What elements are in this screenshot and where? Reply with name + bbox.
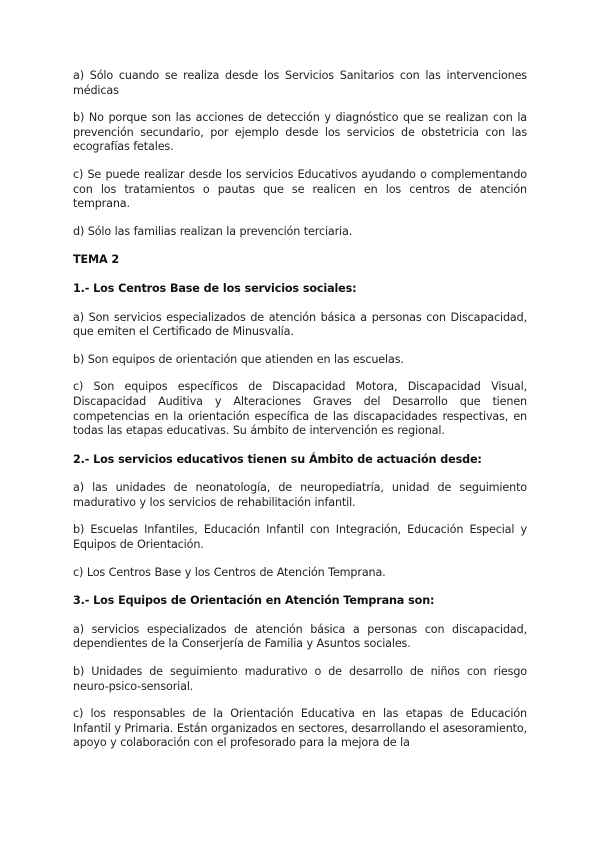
option-paragraph: a) Son servicios especializados de atención básica a personas con Discapacidad, que emiten el Certificado de Minusvalía. xyxy=(73,310,527,339)
section-title: TEMA 2 xyxy=(73,253,120,267)
option-paragraph: a) Sólo cuando se realiza desde los Servicios Sanitarios con las intervenciones médicas xyxy=(73,69,527,97)
option-paragraph: a) servicios especializados de atención básica a personas con discapacidad, dependientes de la Conserjería de Familia y Asuntos sociales. xyxy=(73,622,527,651)
option-paragraph: d) Sólo las familias realizan la prevención terciaria. xyxy=(73,224,353,238)
option-paragraph: b) Son equipos de orientación que atienden en las escuelas. xyxy=(73,352,404,366)
question-heading: 2.- Los servicios educativos tienen su Ámbito de actuación desde: xyxy=(73,452,482,466)
document-page xyxy=(73,69,527,751)
question-heading: 3.- Los Equipos de Orientación en Atención Temprana son: xyxy=(73,594,435,608)
option-paragraph: b) Escuelas Infantiles, Educación Infantil con Integración, Educación Especial y Equipos de Orientación. xyxy=(73,523,527,552)
question-heading: 1.- Los Centros Base de los servicios sociales: xyxy=(73,281,357,295)
option-paragraph: c) los responsables de la Orientación Educativa en las etapas de Educación Infantil y Primaria. Están organizados en sectores, desarrollando el asesoramiento, apoyo y colaboración con el profesorado para la mejora de la xyxy=(73,707,527,750)
option-paragraph: b) No porque son las acciones de detección y diagnóstico que se realizan con la prevención secundario, por ejemplo desde los servicios de obstetricia con las ecografías fetales. xyxy=(73,111,527,154)
option-paragraph: c) Los Centros Base y los Centros de Atención Temprana. xyxy=(73,565,386,579)
option-paragraph: a) las unidades de neonatología, de neuropediatría, unidad de seguimiento madurativo y los servicios de rehabilitación infantil. xyxy=(73,481,527,509)
option-paragraph: c) Se puede realizar desde los servicios Educativos ayudando o complementando con los tratamientos o pautas que se realicen en los centros de atención temprana. xyxy=(73,167,527,211)
option-paragraph: c) Son equipos específicos de Discapacidad Motora, Discapacidad Visual, Discapacidad Auditiva y Alteraciones Graves del Desarrollo que tienen competencias en la orientación específica de las discapacidades respectivas, en todas las etapas educativas. Su ámbito de intervención es regional. xyxy=(73,380,527,438)
option-paragraph: b) Unidades de seguimiento madurativo o de desarrollo de niños con riesgo neuro-psico-sensorial. xyxy=(73,665,527,693)
